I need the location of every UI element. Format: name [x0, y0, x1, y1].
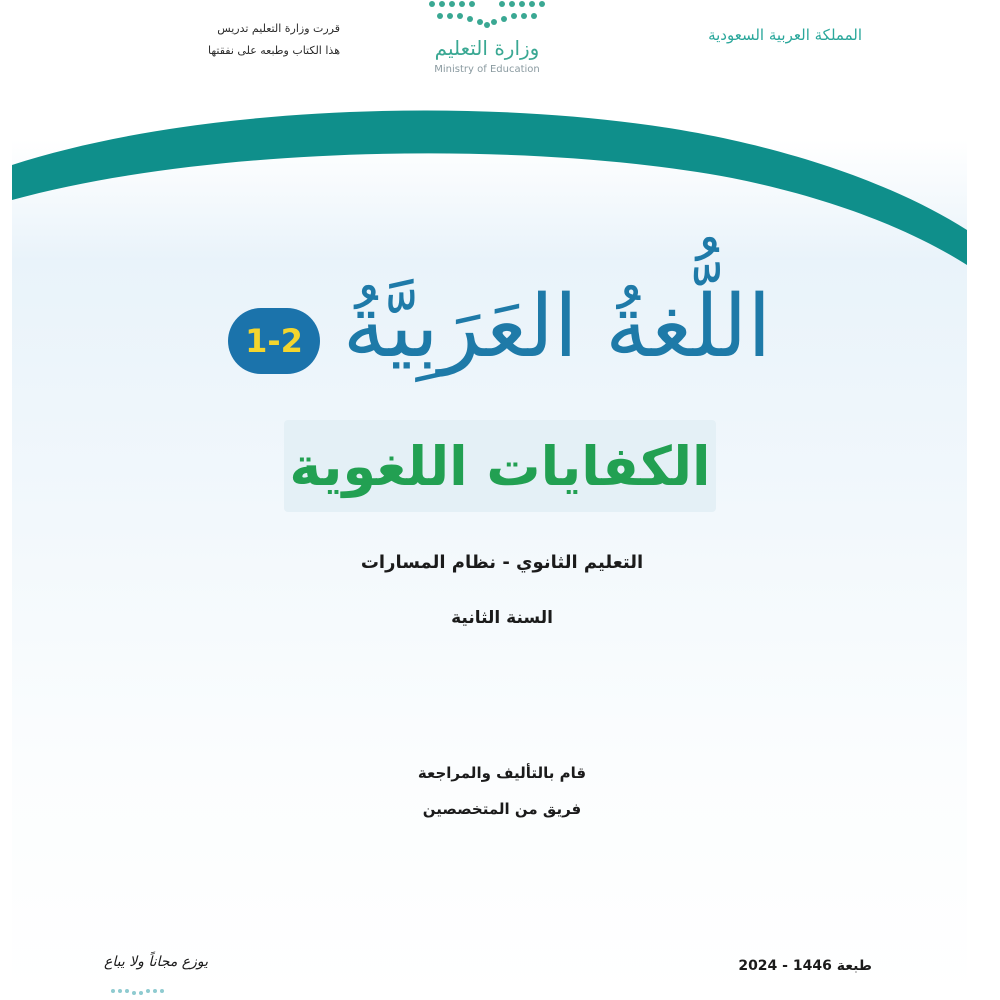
approval-line-1: قررت وزارة التعليم تدريس — [217, 22, 340, 35]
ministry-logo — [402, 0, 572, 92]
bottom-logo-dots-icon — [108, 984, 168, 998]
part-number: 1-2 — [245, 322, 303, 360]
approval-line-2: هذا الكتاب وطبعه على نفقتها — [207, 44, 340, 57]
ministry-dots-icon — [422, 0, 552, 32]
edition-info: طبعة 1446 - 2024 — [738, 958, 872, 974]
ministry-name-en: Ministry of Education — [434, 64, 540, 75]
free-distribution-note: يوزع مجاناً ولا يباع — [104, 954, 209, 970]
authors: فريق من المتخصصين — [422, 800, 582, 818]
book-cover — [12, 0, 967, 1000]
approval-note — [100, 18, 340, 62]
book-title: اللُّغةُ العَرَبِيَّةُ — [342, 277, 772, 377]
kingdom-name: المملكة العربية السعودية — [708, 26, 862, 44]
ministry-name-ar: وزارة التعليم — [434, 36, 540, 60]
education-stage: التعليم الثانوي - نظام المسارات — [360, 552, 644, 573]
part-badge — [228, 308, 320, 374]
school-year: السنة الثانية — [451, 608, 553, 628]
teal-arc-band — [12, 100, 967, 280]
authorship-label: قام بالتأليف والمراجعة — [417, 764, 587, 782]
subtitle-box — [284, 420, 716, 512]
book-subtitle: الكفايات اللغوية — [289, 434, 711, 498]
